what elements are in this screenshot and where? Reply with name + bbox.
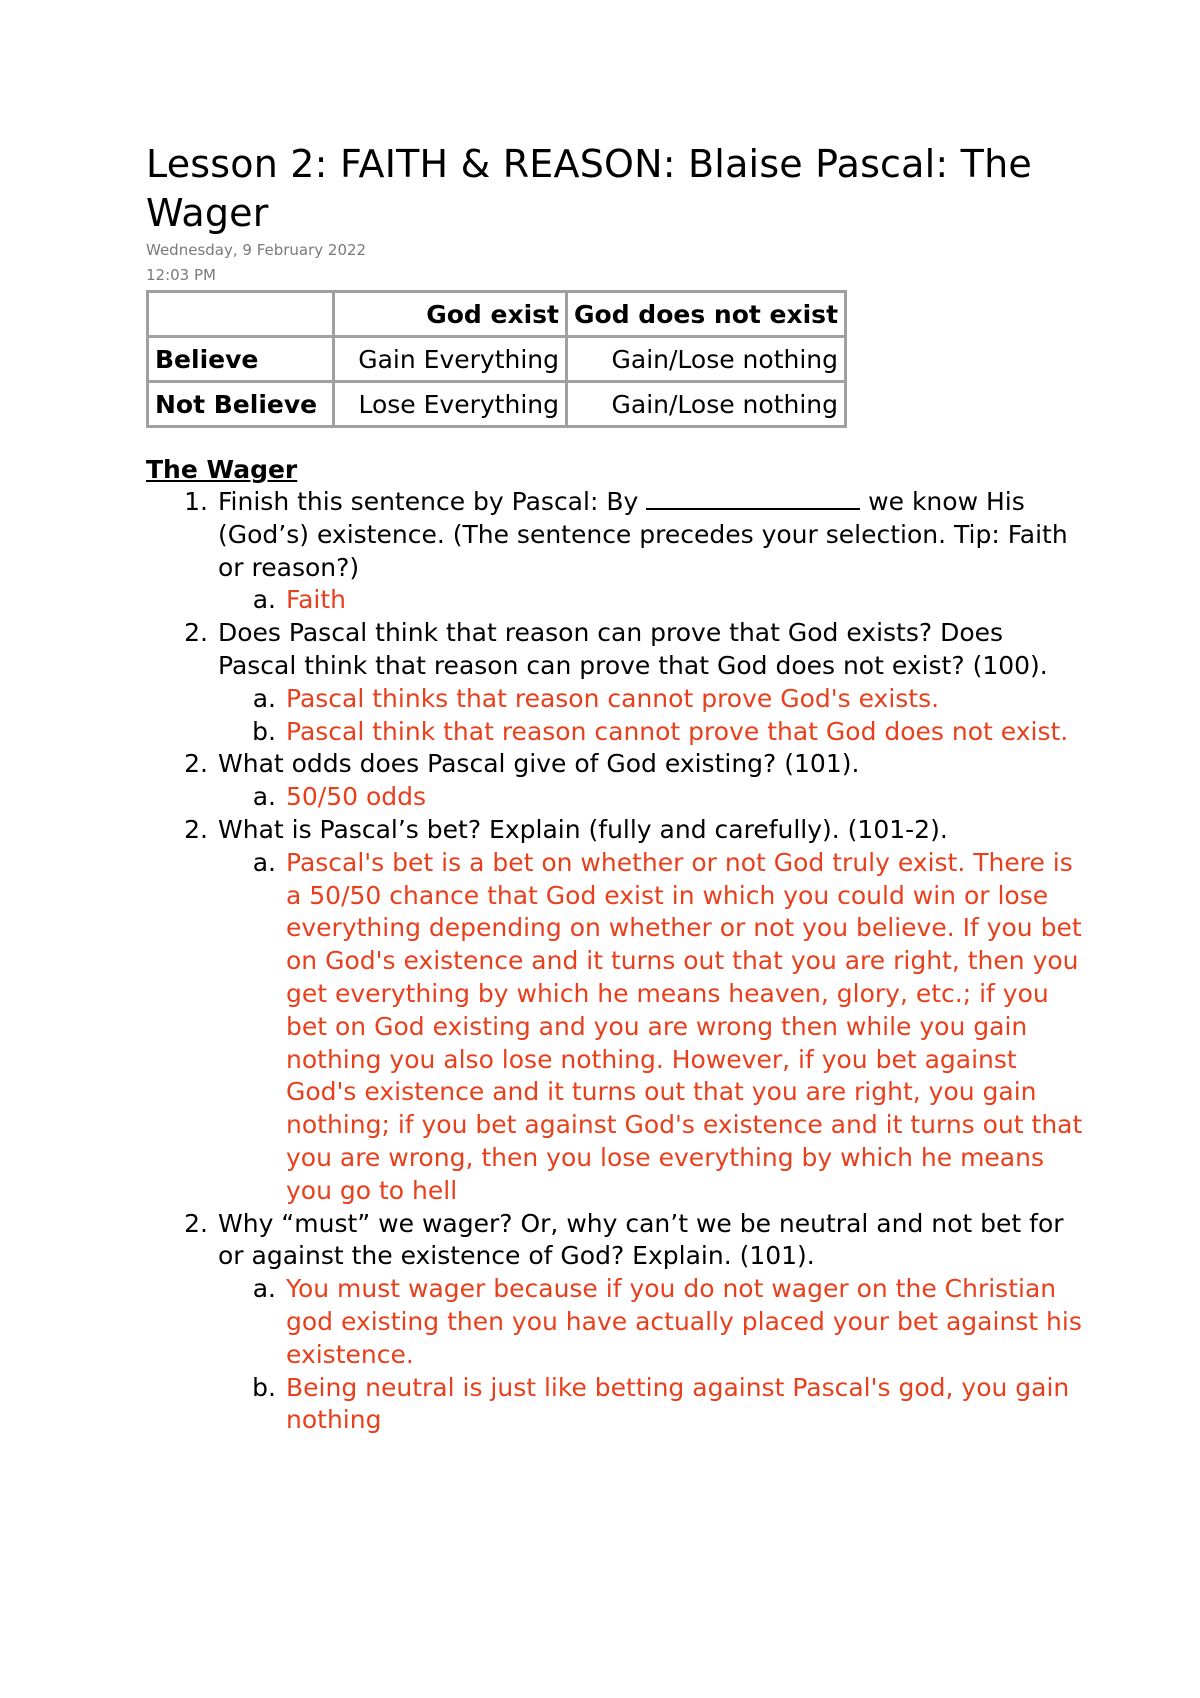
question-number: 2.	[184, 618, 208, 648]
question-text: What is Pascal’s bet? Explain (fully and carefully). (101-2).	[218, 814, 948, 844]
question-number: 1.	[184, 487, 208, 516]
answer-item	[146, 584, 1086, 617]
question-text: Finish this sentence by Pascal: By we know His (God’s) existence. (The sentence precedes your selection. Tip: Faith or reason?)	[218, 487, 1068, 582]
table-header-cell: God does not exist	[567, 292, 846, 337]
answer-text: Faith	[286, 585, 346, 615]
table-header-cell: God exist	[334, 292, 567, 337]
wager-table	[146, 290, 847, 428]
question-item	[146, 617, 1086, 683]
answer-letter: b.	[252, 1372, 276, 1402]
fill-in-blank	[646, 486, 860, 510]
note-date: Wednesday, 9 February 2022	[146, 241, 367, 259]
answer-item	[146, 847, 1086, 1208]
question-item	[146, 748, 1086, 781]
answer-text: Being neutral is just like betting against Pascal's god, you gain nothing	[286, 1372, 1070, 1435]
answer-item	[146, 1372, 1086, 1438]
answer-text: 50/50 odds	[286, 782, 427, 812]
question-number: 2.	[184, 814, 208, 844]
table-cell: Gain/Lose nothing	[567, 382, 846, 427]
question-number: 2.	[184, 749, 208, 779]
table-cell: Gain Everything	[334, 337, 567, 382]
question-text: Does Pascal think that reason can prove that God exists? Does Pascal think that reason can prove that God does not exist? (100).	[218, 618, 1048, 680]
answer-letter: a.	[252, 847, 276, 877]
table-row-label: Believe	[148, 337, 334, 382]
table-header-cell	[148, 292, 334, 337]
answer-text: Pascal think that reason cannot prove that God does not exist.	[286, 716, 1069, 746]
table-cell: Lose Everything	[334, 382, 567, 427]
question-item	[146, 814, 1086, 847]
question-item	[146, 486, 1086, 584]
section-title: The Wager	[146, 455, 298, 484]
answer-letter: a.	[252, 683, 276, 713]
page-title: Lesson 2: FAITH & REASON: Blaise Pascal: The Wager	[146, 142, 1032, 235]
document-page	[146, 140, 1086, 1437]
table-row	[148, 337, 846, 382]
question-list	[146, 486, 1086, 1437]
table-row-label: Not Believe	[148, 382, 334, 427]
question-item	[146, 1208, 1086, 1274]
note-time: 12:03 PM	[146, 266, 216, 284]
answer-item	[146, 683, 1086, 716]
answer-letter: a.	[252, 585, 276, 615]
answer-item	[146, 1273, 1086, 1371]
answer-item	[146, 781, 1086, 814]
answer-text: Pascal thinks that reason cannot prove God's exists.	[286, 683, 940, 713]
question-text: What odds does Pascal give of God existing? (101).	[218, 749, 860, 779]
answer-item	[146, 716, 1086, 749]
table-row	[148, 382, 846, 427]
question-number: 2.	[184, 1208, 208, 1238]
table-cell: Gain/Lose nothing	[567, 337, 846, 382]
answer-letter: b.	[252, 716, 276, 746]
question-text: Why “must” we wager? Or, why can’t we be neutral and not bet for or against the existence of God? Explain. (101).	[218, 1208, 1064, 1271]
answer-letter: a.	[252, 782, 276, 812]
answer-text: Pascal's bet is a bet on whether or not God truly exist. There is a 50/50 chance that God exist in which you could win or lose everything depending on whether or not you believe. If you bet on God's existence and it turns out that you are right, then you get everything by which he means heaven, glory, etc.; if you bet on God existing and you are wrong then while you gain nothing you also lose nothing. However, if you bet against God's existence and it turns out that you are right, you gain nothing; if you bet against God's existence and it turns out that you are wrong, then you lose everything by which he means you go to hell	[286, 847, 1083, 1205]
answer-text: You must wager because if you do not wager on the Christian god existing then you have actually placed your bet against his existence.	[286, 1274, 1082, 1369]
answer-letter: a.	[252, 1274, 276, 1304]
table-header-row	[148, 292, 846, 337]
